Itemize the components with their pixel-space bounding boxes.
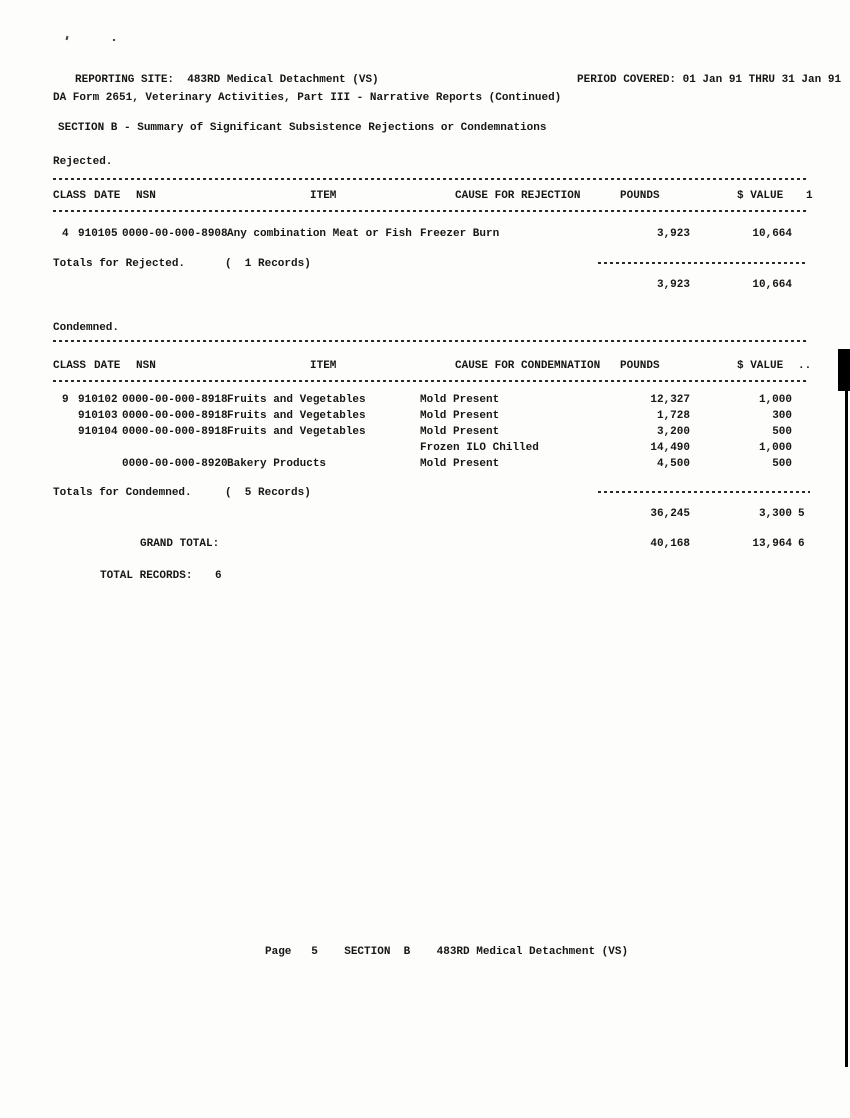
cell-value: 1,000 [758, 394, 792, 406]
cell-nsn: 0000-00-000-8918 [122, 394, 228, 406]
rejected-records-count: ( 1 Records) [225, 258, 311, 270]
rejected-label: Rejected. [53, 156, 113, 168]
cell-date: 910104 [78, 426, 118, 438]
cell-item: Fruits and Vegetables [227, 410, 366, 422]
condemned-records-count: ( 5 Records) [225, 487, 311, 499]
cell-cause: Freezer Burn [420, 228, 500, 240]
cell-item: Fruits and Vegetables [227, 394, 366, 406]
dashed-rule [53, 380, 807, 382]
scan-speck [66, 36, 69, 40]
dashed-rule [53, 340, 807, 342]
cell-cause: Mold Present [420, 426, 500, 438]
rejected-total-pounds: 3,923 [656, 279, 690, 291]
cell-nsn: 0000-00-000-8908 [122, 228, 228, 240]
scan-speck [113, 39, 115, 41]
col-class: CLASS [53, 190, 87, 202]
dashed-rule [598, 491, 810, 493]
cell-date: 910105 [78, 228, 118, 240]
dashed-rule [53, 178, 807, 180]
cell-cause: Mold Present [420, 394, 500, 406]
total-records-count: 6 [215, 570, 222, 582]
col-value: $ VALUE [737, 190, 784, 202]
rejected-totals-label: Totals for Rejected. [53, 258, 186, 270]
cell-cause: Mold Present [420, 458, 500, 470]
page-footer: Page 5 SECTION B 483RD Medical Detachment (VS) [265, 946, 629, 958]
dashed-rule [598, 262, 807, 264]
total-records-label: TOTAL RECORDS: [100, 570, 193, 582]
cell-date: 910102 [78, 394, 118, 406]
col-date: DATE [94, 360, 121, 372]
reporting-site: REPORTING SITE: 483RD Medical Detachment (VS) [75, 74, 379, 86]
grand-total-pounds: 40,168 [650, 538, 690, 550]
col-item: ITEM [310, 190, 337, 202]
col-pounds: POUNDS [620, 190, 660, 202]
cell-pounds: 3,923 [656, 228, 690, 240]
cell-value: 500 [772, 458, 792, 470]
condemned-total-value: 3,300 [758, 508, 792, 520]
margin-mark: 6 [798, 538, 805, 550]
condemned-label: Condemned. [53, 322, 120, 334]
col-nsn: NSN [136, 360, 156, 372]
cell-nsn: 0000-00-000-8920 [122, 458, 228, 470]
cell-nsn: 0000-00-000-8918 [122, 410, 228, 422]
cell-date: 910103 [78, 410, 118, 422]
cell-nsn: 0000-00-000-8918 [122, 426, 228, 438]
cell-item: Any combination Meat or Fish [227, 228, 412, 240]
cell-class: 4 [62, 228, 69, 240]
col-nsn: NSN [136, 190, 156, 202]
col-pounds: POUNDS [620, 360, 660, 372]
condemned-total-pounds: 36,245 [650, 508, 690, 520]
condemned-totals-label: Totals for Condemned. [53, 487, 192, 499]
cell-pounds: 3,200 [656, 426, 690, 438]
cell-class: 9 [62, 394, 69, 406]
grand-total-value: 13,964 [752, 538, 792, 550]
cell-value: 500 [772, 426, 792, 438]
cell-item: Fruits and Vegetables [227, 426, 366, 438]
col-cause: CAUSE FOR CONDEMNATION [455, 360, 601, 372]
col-date: DATE [94, 190, 121, 202]
cell-pounds: 1,728 [656, 410, 690, 422]
cell-cause: Frozen ILO Chilled [420, 442, 539, 454]
margin-mark: .. [798, 360, 812, 372]
section-title: SECTION B - Summary of Significant Subsistence Rejections or Condemnations [58, 122, 547, 134]
rejected-total-value: 10,664 [752, 279, 792, 291]
grand-total-label: GRAND TOTAL: [140, 538, 220, 550]
scan-artifact-bar [838, 349, 850, 391]
cell-pounds: 12,327 [650, 394, 690, 406]
cell-value: 10,664 [752, 228, 792, 240]
cell-pounds: 4,500 [656, 458, 690, 470]
cell-value: 300 [772, 410, 792, 422]
margin-mark: 5 [798, 508, 805, 520]
col-cause: CAUSE FOR REJECTION [455, 190, 581, 202]
scan-artifact-line [845, 391, 848, 1067]
cell-cause: Mold Present [420, 410, 500, 422]
cell-pounds: 14,490 [650, 442, 690, 454]
col-value: $ VALUE [737, 360, 784, 372]
col-item: ITEM [310, 360, 337, 372]
col-class: CLASS [53, 360, 87, 372]
cell-item: Bakery Products [227, 458, 327, 470]
cell-value: 1,000 [758, 442, 792, 454]
period-covered: PERIOD COVERED: 01 Jan 91 THRU 31 Jan 91 [577, 74, 842, 86]
form-title: DA Form 2651, Veterinary Activities, Part III - Narrative Reports (Continued) [53, 92, 562, 104]
margin-mark: 1 [806, 190, 813, 202]
dashed-rule [53, 210, 807, 212]
